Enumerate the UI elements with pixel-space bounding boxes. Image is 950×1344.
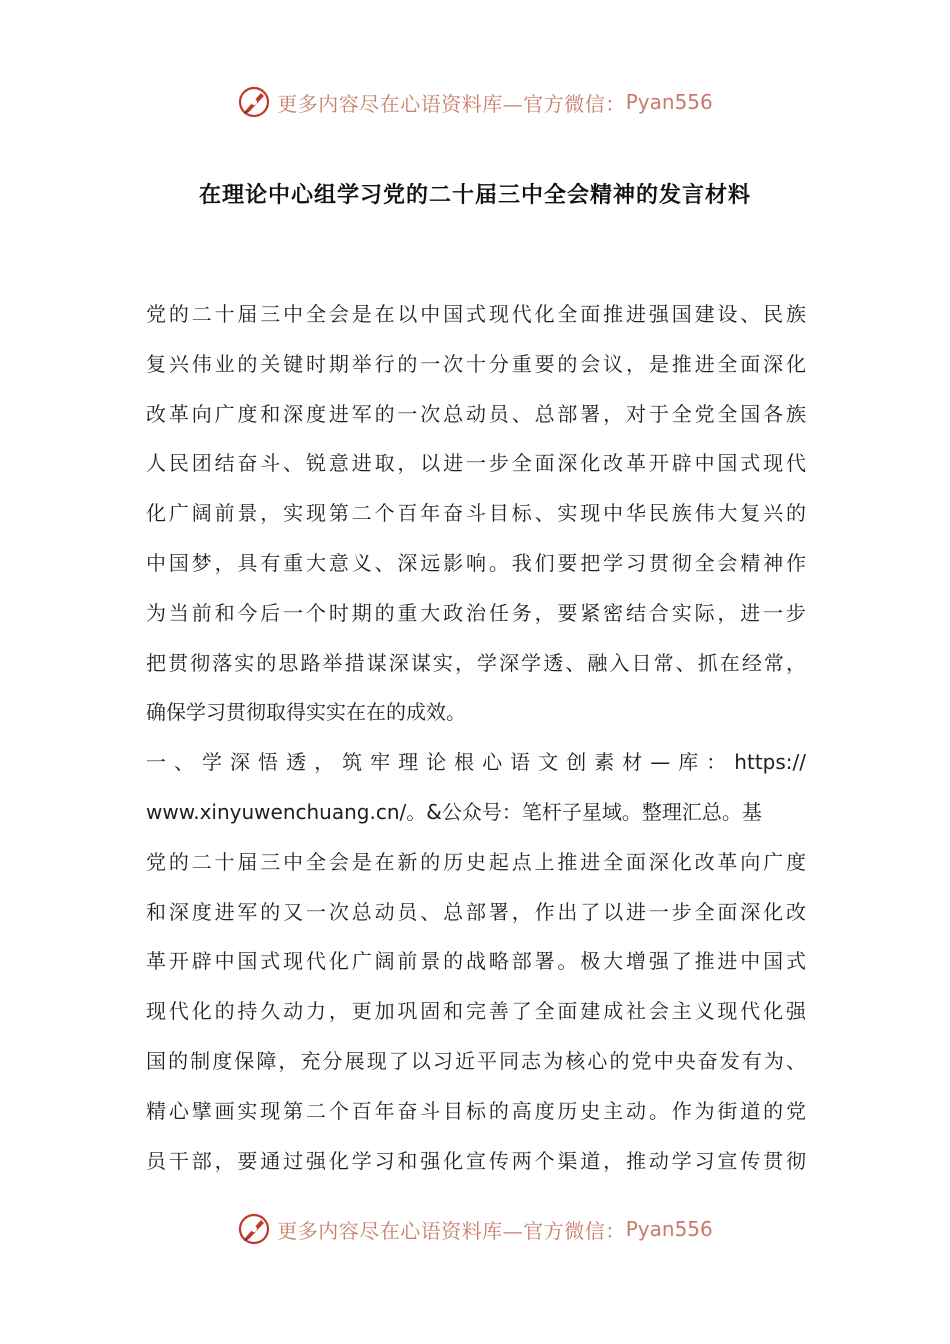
watermark-banner-bottom bbox=[0, 1209, 950, 1249]
watermark-wechat-id: Pyan556 bbox=[625, 90, 713, 114]
pen-logo-icon bbox=[237, 85, 271, 119]
document-body bbox=[146, 290, 806, 1186]
watermark-banner-top bbox=[0, 82, 950, 122]
body-line: 党的二十届三中全会是在新的历史起点上推进全面深化改革向广度 bbox=[146, 849, 806, 874]
body-line: 现代化的持久动力，更加巩固和完善了全面建成社会主义现代化强 bbox=[146, 999, 806, 1024]
body-line: 把贯彻落实的思路举措谋深谋实，学深学透、融入日常、抓在经常， bbox=[146, 650, 806, 675]
body-line: 革开辟中国式现代化广阔前景的战略部署。极大增强了推进中国式 bbox=[146, 949, 806, 974]
watermark-text: 更多内容尽在心语资料库—官方微信： bbox=[277, 91, 626, 116]
body-line: 员干部，要通过强化学习和强化宣传两个渠道，推动学习宣传贯彻 bbox=[146, 1148, 806, 1173]
body-line: 和深度进军的又一次总动员、总部署，作出了以进一步全面深化改 bbox=[146, 899, 806, 924]
body-line: 为当前和今后一个时期的重大政治任务，要紧密结合实际，进一步 bbox=[146, 600, 806, 625]
body-line: 确保学习贯彻取得实实在在的成效。 bbox=[146, 700, 466, 725]
pen-logo-icon bbox=[237, 1212, 271, 1246]
section-heading-line: 一、学深悟透，筑牢理论根心语文创素材—库：https:// bbox=[146, 750, 806, 775]
body-line: www.xinyuwenchuang.cn/。&公众号：笔杆子星域。整理汇总。基 bbox=[146, 799, 762, 824]
body-line: 改革向广度和深度进军的一次总动员、总部署，对于全党全国各族 bbox=[146, 401, 806, 426]
body-line: 国的制度保障，充分展现了以习近平同志为核心的党中央奋发有为、 bbox=[146, 1048, 806, 1073]
watermark-text: 更多内容尽在心语资料库—官方微信： bbox=[277, 1218, 626, 1243]
document-title: 在理论中心组学习党的二十届三中全会精神的发言材料 bbox=[198, 183, 751, 208]
body-line: 人民团结奋斗、锐意进取，以进一步全面深化改革开辟中国式现代 bbox=[146, 451, 806, 476]
body-line: 复兴伟业的关键时期举行的一次十分重要的会议，是推进全面深化 bbox=[146, 351, 806, 376]
body-line: 精心擘画实现第二个百年奋斗目标的高度历史主动。作为街道的党 bbox=[146, 1098, 806, 1123]
watermark-wechat-id: Pyan556 bbox=[625, 1217, 713, 1241]
body-line: 化广阔前景，实现第二个百年奋斗目标、实现中华民族伟大复兴的 bbox=[146, 501, 806, 526]
body-line: 中国梦，具有重大意义、深远影响。我们要把学习贯彻全会精神作 bbox=[146, 550, 806, 575]
body-line: 党的二十届三中全会是在以中国式现代化全面推进强国建设、民族 bbox=[146, 302, 806, 326]
